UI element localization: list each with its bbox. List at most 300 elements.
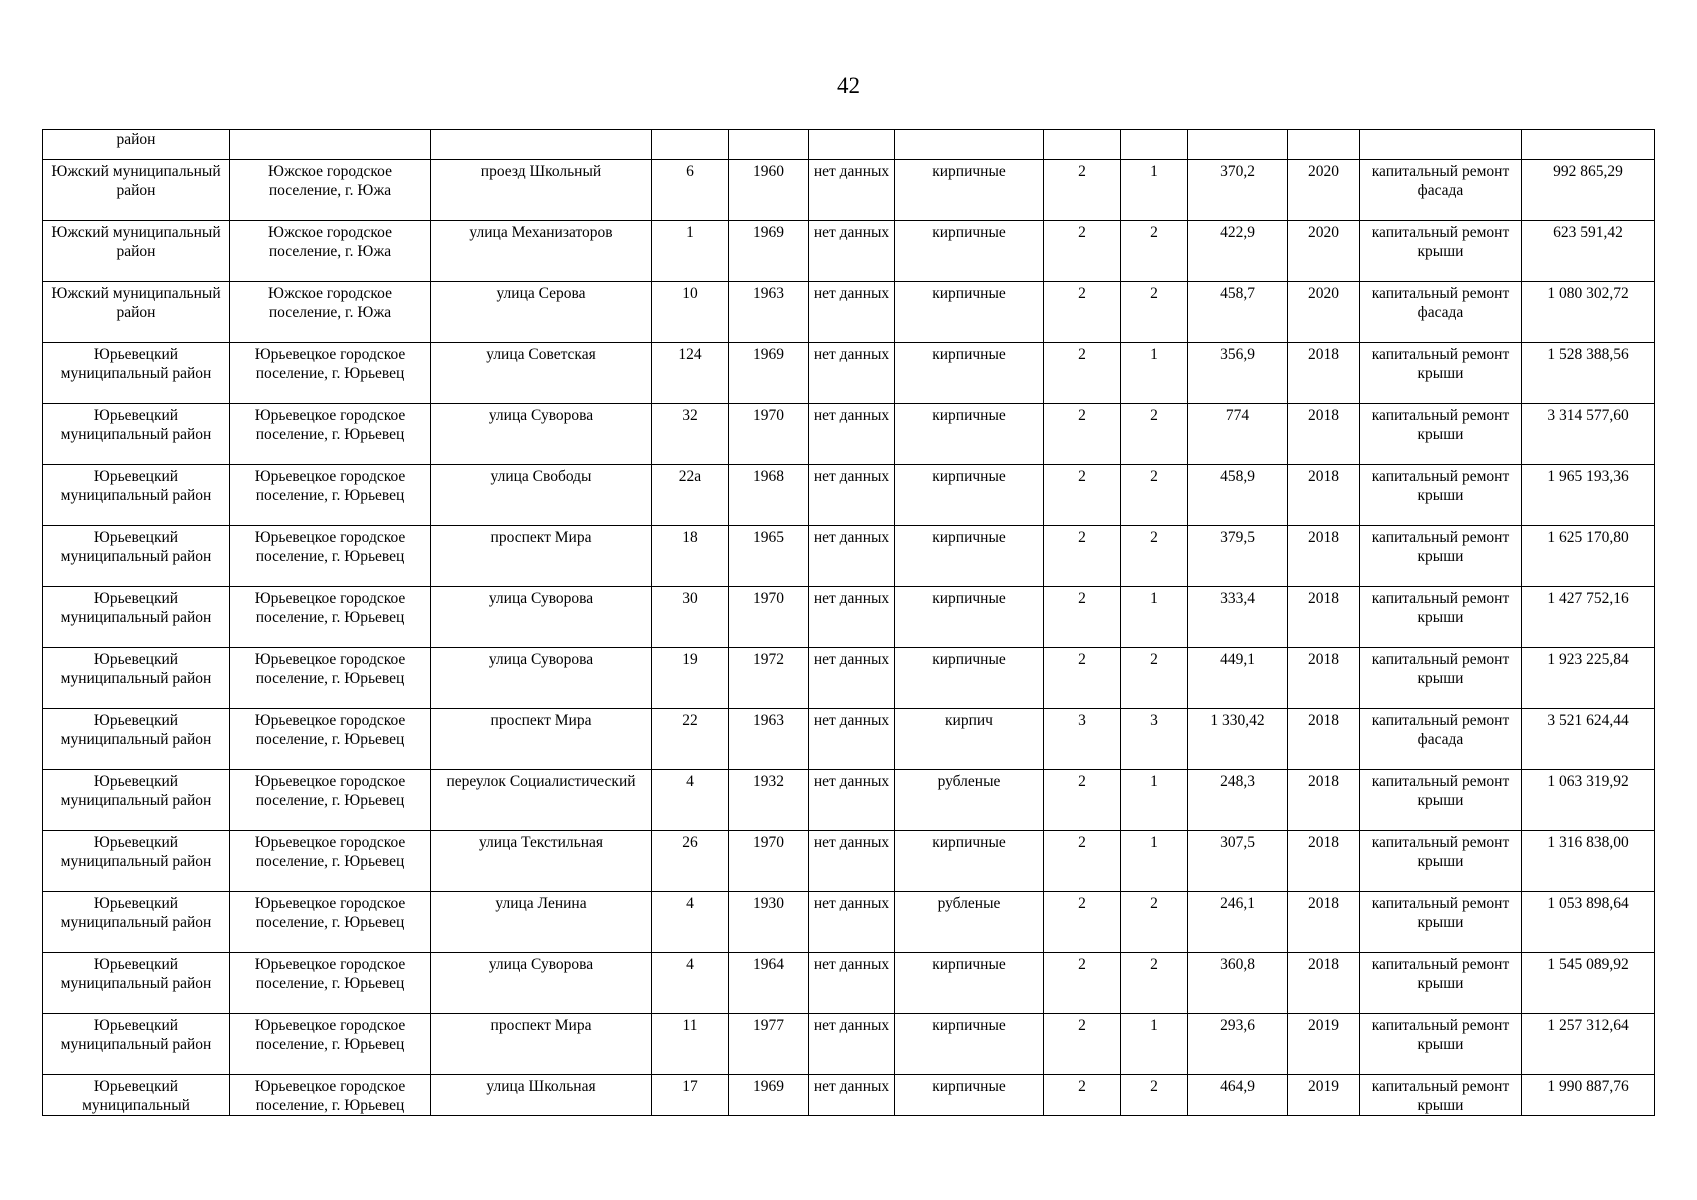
cell-wall-material-text: кирпичные	[932, 834, 1006, 851]
table-row	[43, 404, 1655, 465]
cell-plan-year	[1288, 1075, 1360, 1116]
cell-wall-material-text: кирпичные	[932, 956, 1006, 973]
cell-no-data	[809, 404, 895, 465]
cell-district-text: Юрьевецкий муниципальный район	[60, 956, 212, 992]
cell-entrances	[1121, 404, 1188, 465]
cell-plan-year	[1288, 587, 1360, 648]
cell-settlement-text: Юрьевецкое городское поселение, г. Юрьевец	[254, 529, 406, 565]
cell-build-year-text: 1969	[753, 346, 784, 363]
cell-cost-text: 1 257 312,64	[1547, 1017, 1629, 1034]
cell-build-year-text: 1960	[753, 163, 784, 180]
table-row	[43, 587, 1655, 648]
cell-street-text: проезд Школьный	[480, 163, 602, 180]
cell-entrances	[1121, 282, 1188, 343]
cell-area-text: 293,6	[1220, 1017, 1255, 1034]
cell-cost-text: 1 528 388,56	[1547, 346, 1629, 363]
cell-floors-text: 2	[1078, 407, 1086, 424]
cell-work-type-text: капитальный ремонт крыши	[1371, 834, 1510, 870]
cell-entrances	[1121, 892, 1188, 953]
cell-no-data-text: нет данных	[813, 407, 890, 424]
cell-floors-text: 2	[1078, 285, 1086, 302]
cell-house-number	[652, 953, 729, 1014]
cell-house-number-text: 18	[682, 529, 698, 546]
cell-settlement-text: Юрьевецкое городское поселение, г. Юрьевец	[254, 1017, 406, 1053]
cell-wall-material	[895, 953, 1044, 1014]
cell-entrances-text: 1	[1150, 773, 1158, 790]
cell-settlement	[230, 892, 431, 953]
cell-wall-material	[895, 221, 1044, 282]
cell-empty	[1188, 130, 1288, 160]
cell-floors-text: 2	[1078, 163, 1086, 180]
cell-wall-material	[895, 1014, 1044, 1075]
cell-no-data	[809, 160, 895, 221]
cell-street-text: улица Советская	[486, 346, 596, 363]
cell-plan-year-text: 2018	[1308, 956, 1339, 973]
cell-area	[1188, 221, 1288, 282]
cell-entrances-text: 3	[1150, 712, 1158, 729]
cell-floors	[1044, 1014, 1121, 1075]
cell-house-number	[652, 282, 729, 343]
cell-entrances-text: 2	[1150, 651, 1158, 668]
cell-area-text: 248,3	[1220, 773, 1255, 790]
cell-build-year	[729, 1014, 809, 1075]
cell-house-number-text: 1	[686, 224, 694, 241]
cell-build-year	[729, 1075, 809, 1116]
cell-settlement-text: Южское городское поселение, г. Южа	[268, 163, 392, 199]
cell-empty	[431, 130, 652, 160]
cell-entrances	[1121, 953, 1188, 1014]
cell-district-text: Юрьевецкий муниципальный район	[60, 895, 212, 931]
cell-floors	[1044, 526, 1121, 587]
cell-floors	[1044, 1075, 1121, 1116]
cell-work-type-text: капитальный ремонт крыши	[1371, 651, 1510, 687]
cell-no-data	[809, 526, 895, 587]
cell-plan-year-text: 2018	[1308, 834, 1339, 851]
cell-wall-material-text: кирпичные	[932, 590, 1006, 607]
cell-no-data-text: нет данных	[813, 834, 890, 851]
table-body	[43, 130, 1655, 1116]
cell-settlement-text: Юрьевецкое городское поселение, г. Юрьевец	[254, 956, 406, 992]
cell-no-data-text: нет данных	[813, 590, 890, 607]
cell-entrances-text: 2	[1150, 529, 1158, 546]
cell-district	[43, 526, 230, 587]
cell-floors-text: 2	[1078, 468, 1086, 485]
cell-entrances-text: 1	[1150, 1017, 1158, 1034]
cell-wall-material-text: кирпич	[945, 712, 993, 729]
cell-settlement-text: Юрьевецкое городское поселение, г. Юрьевец	[254, 590, 406, 626]
cell-cost-text: 1 965 193,36	[1547, 468, 1629, 485]
cell-empty	[1522, 130, 1655, 160]
cell-no-data-text: нет данных	[813, 651, 890, 668]
cell-district-text: Юрьевецкий муниципальный район	[60, 773, 212, 809]
cell-house-number-text: 30	[682, 590, 698, 607]
cell-build-year-text: 1963	[753, 285, 784, 302]
cell-plan-year	[1288, 770, 1360, 831]
cell-build-year-text: 1972	[753, 651, 784, 668]
cell-work-type	[1360, 404, 1522, 465]
cell-street	[431, 282, 652, 343]
cell-house-number-text: 4	[686, 956, 694, 973]
cell-build-year	[729, 465, 809, 526]
cell-house-number	[652, 343, 729, 404]
cell-district-text: Южский муниципальный район	[51, 224, 221, 260]
cell-plan-year-text: 2018	[1308, 895, 1339, 912]
cell-entrances-text: 2	[1150, 468, 1158, 485]
cell-district	[43, 282, 230, 343]
cell-work-type-text: капитальный ремонт фасада	[1371, 163, 1510, 199]
cell-cost	[1522, 648, 1655, 709]
cell-district	[43, 892, 230, 953]
cell-work-type-text: капитальный ремонт крыши	[1371, 529, 1510, 565]
cell-area	[1188, 1075, 1288, 1116]
cell-cost	[1522, 587, 1655, 648]
cell-no-data	[809, 648, 895, 709]
cell-house-number-text: 4	[686, 895, 694, 912]
cell-district	[43, 221, 230, 282]
cell-cost	[1522, 892, 1655, 953]
cell-district	[43, 404, 230, 465]
cell-work-type	[1360, 282, 1522, 343]
cell-floors	[1044, 587, 1121, 648]
table-row	[43, 831, 1655, 892]
cell-area	[1188, 831, 1288, 892]
cell-build-year-text: 1964	[753, 956, 784, 973]
cell-entrances	[1121, 526, 1188, 587]
cell-floors	[1044, 953, 1121, 1014]
cell-entrances	[1121, 587, 1188, 648]
cell-area-text: 449,1	[1220, 651, 1255, 668]
cell-floors-text: 2	[1078, 834, 1086, 851]
cell-cost-text: 992 865,29	[1553, 163, 1623, 180]
cell-wall-material-text: кирпичные	[932, 163, 1006, 180]
cell-entrances	[1121, 770, 1188, 831]
cell-work-type-text: капитальный ремонт фасада	[1371, 712, 1510, 748]
cell-wall-material-text: кирпичные	[932, 285, 1006, 302]
cell-street-text: улица Свободы	[490, 468, 592, 485]
cell-entrances-text: 2	[1150, 895, 1158, 912]
table-row	[43, 282, 1655, 343]
cell-entrances-text: 2	[1150, 285, 1158, 302]
cell-street	[431, 587, 652, 648]
cell-settlement	[230, 1075, 431, 1116]
cell-work-type	[1360, 221, 1522, 282]
cell-wall-material-text: кирпичные	[932, 529, 1006, 546]
cell-empty	[809, 130, 895, 160]
cell-settlement	[230, 465, 431, 526]
cell-build-year	[729, 770, 809, 831]
cell-empty	[1360, 130, 1522, 160]
table-row	[43, 892, 1655, 953]
cell-wall-material	[895, 831, 1044, 892]
cell-area-text: 370,2	[1220, 163, 1255, 180]
cell-entrances	[1121, 1075, 1188, 1116]
cell-work-type	[1360, 1075, 1522, 1116]
cell-no-data-text: нет данных	[813, 773, 890, 790]
continuation-row	[43, 130, 1655, 160]
table-row	[43, 1014, 1655, 1075]
cell-no-data-text: нет данных	[813, 224, 890, 241]
cell-build-year	[729, 282, 809, 343]
cell-wall-material-text: кирпичные	[932, 1017, 1006, 1034]
cell-settlement	[230, 709, 431, 770]
cell-area-text: 360,8	[1220, 956, 1255, 973]
cell-cost-text: 1 545 089,92	[1547, 956, 1629, 973]
cell-work-type	[1360, 648, 1522, 709]
cell-no-data	[809, 343, 895, 404]
cell-work-type-text: капитальный ремонт крыши	[1371, 346, 1510, 382]
cell-build-year-text: 1969	[753, 1078, 784, 1095]
cell-entrances	[1121, 709, 1188, 770]
cell-wall-material	[895, 648, 1044, 709]
cell-plan-year-text: 2018	[1308, 712, 1339, 729]
cell-wall-material-text: кирпичные	[932, 407, 1006, 424]
cell-street-text: проспект Мира	[490, 712, 592, 729]
cell-plan-year	[1288, 831, 1360, 892]
cell-empty	[895, 130, 1044, 160]
cell-street	[431, 648, 652, 709]
cell-area	[1188, 465, 1288, 526]
cell-area	[1188, 709, 1288, 770]
cell-floors-text: 2	[1078, 1078, 1086, 1095]
cell-house-number	[652, 587, 729, 648]
cell-cost	[1522, 343, 1655, 404]
cell-cost	[1522, 1014, 1655, 1075]
cell-work-type-text: капитальный ремонт крыши	[1371, 1078, 1510, 1114]
cell-floors-text: 2	[1078, 224, 1086, 241]
cell-floors-text: 2	[1078, 956, 1086, 973]
cell-area	[1188, 160, 1288, 221]
cell-cost	[1522, 953, 1655, 1014]
cell-house-number-text: 26	[682, 834, 698, 851]
cell-settlement-text: Юрьевецкое городское поселение, г. Юрьевец	[254, 651, 406, 687]
cell-empty	[230, 130, 431, 160]
cell-cost	[1522, 465, 1655, 526]
cell-area-text: 458,7	[1220, 285, 1255, 302]
cell-build-year	[729, 587, 809, 648]
table-row	[43, 160, 1655, 221]
cell-floors-text: 2	[1078, 529, 1086, 546]
cell-street-text: улица Ленина	[495, 895, 587, 912]
cell-entrances-text: 1	[1150, 346, 1158, 363]
cell-plan-year	[1288, 465, 1360, 526]
cell-entrances	[1121, 343, 1188, 404]
cell-district-text: Юрьевецкий муниципальный район	[60, 529, 212, 565]
cell-work-type	[1360, 892, 1522, 953]
cell-district-text: Юрьевецкий муниципальный район	[60, 712, 212, 748]
table-row	[43, 221, 1655, 282]
cell-house-number	[652, 1075, 729, 1116]
cell-district-text: Юрьевецкий муниципальный район	[60, 834, 212, 870]
cell-area-text: 464,9	[1220, 1078, 1255, 1095]
cell-street-text: улица Суворова	[488, 407, 594, 424]
cell-house-number	[652, 831, 729, 892]
cell-settlement	[230, 221, 431, 282]
cell-build-year-text: 1977	[753, 1017, 784, 1034]
cell-street	[431, 1075, 652, 1116]
cell-wall-material-text: кирпичные	[932, 346, 1006, 363]
cell-house-number	[652, 1014, 729, 1075]
cell-plan-year-text: 2018	[1308, 407, 1339, 424]
cell-area-text: 1 330,42	[1210, 712, 1265, 729]
cell-floors	[1044, 465, 1121, 526]
cell-plan-year-text: 2019	[1308, 1078, 1339, 1095]
cell-house-number-text: 6	[686, 163, 694, 180]
cell-floors	[1044, 892, 1121, 953]
cell-wall-material	[895, 160, 1044, 221]
cell-settlement	[230, 831, 431, 892]
cell-work-type-text: капитальный ремонт крыши	[1371, 590, 1510, 626]
cell-house-number-text: 124	[678, 346, 702, 363]
cell-house-number	[652, 465, 729, 526]
cell-floors-text: 2	[1078, 651, 1086, 668]
cell-wall-material	[895, 892, 1044, 953]
cell-entrances-text: 2	[1150, 1078, 1158, 1095]
cell-no-data	[809, 770, 895, 831]
cell-entrances-text: 1	[1150, 834, 1158, 851]
cell-floors	[1044, 831, 1121, 892]
cell-plan-year	[1288, 526, 1360, 587]
cell-work-type-text: капитальный ремонт крыши	[1371, 956, 1510, 992]
cell-entrances-text: 1	[1150, 590, 1158, 607]
cell-settlement	[230, 404, 431, 465]
cell-house-number	[652, 892, 729, 953]
cell-cost	[1522, 404, 1655, 465]
cell-house-number	[652, 160, 729, 221]
cell-street-text: улица Суворова	[488, 956, 594, 973]
cell-work-type	[1360, 160, 1522, 221]
cell-area	[1188, 953, 1288, 1014]
cell-house-number	[652, 526, 729, 587]
cell-settlement-text: Юрьевецкое городское поселение, г. Юрьевец	[254, 834, 406, 870]
cell-no-data	[809, 465, 895, 526]
cell-plan-year	[1288, 160, 1360, 221]
cell-street	[431, 953, 652, 1014]
table-row	[43, 465, 1655, 526]
cell-cost	[1522, 831, 1655, 892]
cell-work-type-text: капитальный ремонт крыши	[1371, 1017, 1510, 1053]
cell-street-text: переулок Социалистический	[446, 773, 636, 790]
cell-build-year-text: 1963	[753, 712, 784, 729]
cell-no-data	[809, 953, 895, 1014]
cell-area-text: 422,9	[1220, 224, 1255, 241]
table-row	[43, 1075, 1655, 1116]
cell-wall-material	[895, 404, 1044, 465]
cell-plan-year-text: 2018	[1308, 346, 1339, 363]
cell-settlement	[230, 343, 431, 404]
cell-wall-material	[895, 282, 1044, 343]
cell-street-text: улица Школьная	[486, 1078, 596, 1095]
cell-cost	[1522, 770, 1655, 831]
cell-district-text: Юрьевецкий муниципальный район	[60, 468, 212, 504]
cell-house-number	[652, 221, 729, 282]
cell-house-number-text: 22а	[678, 468, 702, 485]
cell-floors-text: 2	[1078, 590, 1086, 607]
cell-cost-text: 623 591,42	[1553, 224, 1623, 241]
cell-plan-year-text: 2018	[1308, 773, 1339, 790]
cell-build-year	[729, 648, 809, 709]
cell-district-text: Юрьевецкий муниципальный район	[60, 1017, 212, 1053]
cell-no-data-text: нет данных	[813, 163, 890, 180]
cell-house-number-text: 19	[682, 651, 698, 668]
cell-plan-year	[1288, 953, 1360, 1014]
cell-house-number	[652, 770, 729, 831]
cell-settlement	[230, 648, 431, 709]
cell-district-text: Юрьевецкий муниципальный	[82, 1078, 190, 1114]
cell-area-text: 458,9	[1220, 468, 1255, 485]
cell-district-text: Юрьевецкий муниципальный район	[60, 651, 212, 687]
housing-repair-table	[42, 129, 1655, 1116]
cell-cost	[1522, 160, 1655, 221]
cell-street	[431, 465, 652, 526]
cell-area	[1188, 404, 1288, 465]
cell-empty	[729, 130, 809, 160]
cell-work-type-text: капитальный ремонт крыши	[1371, 773, 1510, 809]
cell-plan-year	[1288, 648, 1360, 709]
cell-build-year-text: 1965	[753, 529, 784, 546]
cell-house-number-text: 17	[682, 1078, 698, 1095]
cell-floors	[1044, 221, 1121, 282]
cell-plan-year-text: 2020	[1308, 224, 1339, 241]
cell-work-type-text: капитальный ремонт крыши	[1371, 468, 1510, 504]
cell-settlement	[230, 953, 431, 1014]
cell-district: район	[43, 130, 230, 160]
cell-build-year-text: 1930	[753, 895, 784, 912]
cell-no-data	[809, 709, 895, 770]
cell-no-data	[809, 1075, 895, 1116]
cell-cost-text: 3 314 577,60	[1547, 407, 1629, 424]
cell-cost	[1522, 282, 1655, 343]
cell-wall-material	[895, 526, 1044, 587]
cell-floors-text: 2	[1078, 1017, 1086, 1034]
cell-wall-material	[895, 343, 1044, 404]
cell-work-type	[1360, 1014, 1522, 1075]
cell-plan-year-text: 2018	[1308, 651, 1339, 668]
cell-no-data-text: нет данных	[813, 1078, 890, 1095]
cell-area	[1188, 892, 1288, 953]
cell-street	[431, 892, 652, 953]
cell-entrances	[1121, 1014, 1188, 1075]
cell-street	[431, 221, 652, 282]
cell-build-year-text: 1968	[753, 468, 784, 485]
cell-plan-year	[1288, 221, 1360, 282]
cell-cost-text: 1 625 170,80	[1547, 529, 1629, 546]
cell-empty	[1121, 130, 1188, 160]
cell-settlement	[230, 526, 431, 587]
cell-street	[431, 526, 652, 587]
cell-plan-year-text: 2018	[1308, 590, 1339, 607]
cell-entrances	[1121, 465, 1188, 526]
cell-build-year-text: 1970	[753, 407, 784, 424]
cell-district-text: Южский муниципальный район	[51, 285, 221, 321]
cell-district	[43, 160, 230, 221]
cell-cost	[1522, 526, 1655, 587]
cell-settlement-text: Юрьевецкое городское поселение, г. Юрьевец	[254, 407, 406, 443]
cell-plan-year	[1288, 892, 1360, 953]
cell-work-type	[1360, 526, 1522, 587]
cell-district	[43, 709, 230, 770]
cell-street-text: улица Суворова	[488, 651, 594, 668]
cell-settlement	[230, 587, 431, 648]
cell-street	[431, 831, 652, 892]
cell-plan-year	[1288, 343, 1360, 404]
cell-build-year-text: 1970	[753, 834, 784, 851]
cell-build-year	[729, 160, 809, 221]
cell-floors	[1044, 648, 1121, 709]
cell-no-data	[809, 221, 895, 282]
cell-no-data	[809, 831, 895, 892]
cell-district	[43, 587, 230, 648]
cell-no-data	[809, 1014, 895, 1075]
